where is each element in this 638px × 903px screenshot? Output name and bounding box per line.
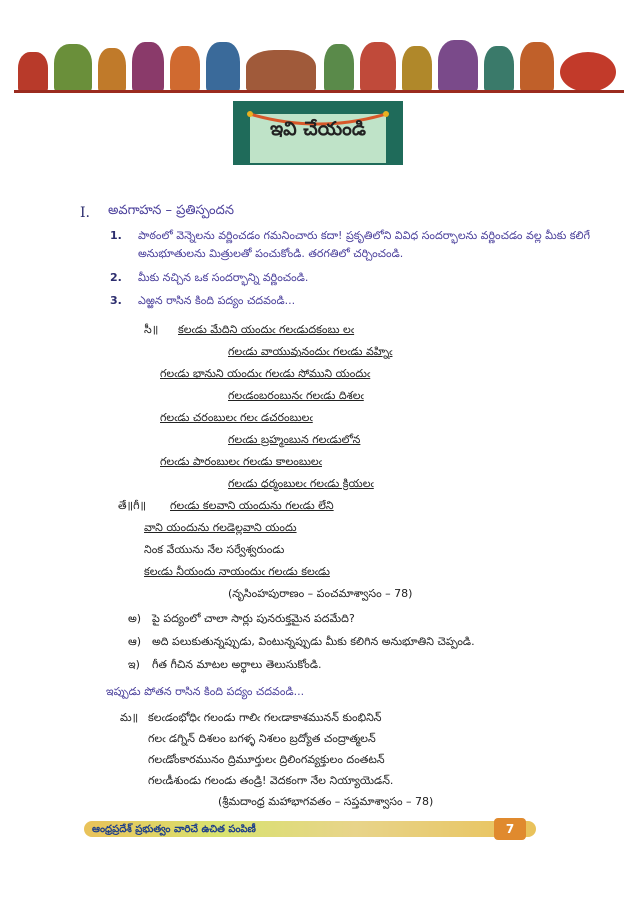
poem-line: గలఁడు బ్రహ్మంబున గలఁడులోన <box>228 433 361 446</box>
sub-question-label: అ) <box>128 612 142 625</box>
poem-line: గలఁడంబరంబునఁ గలఁడు దిశలఁ <box>228 389 364 402</box>
poem-source: (నృసింహపురాణం – పంచమాశ్వాసం – 78) <box>228 587 413 600</box>
question-number: 1. <box>110 229 122 242</box>
sub-question-label: ఇ) <box>128 658 140 671</box>
poem-line: కలఁడంభోధిఁ గలండు గాలిఁ గలఁడాకాశమునన్ కుంభినిన్ <box>148 711 382 724</box>
page-footer <box>84 818 536 840</box>
question-text: మీకు నచ్చిన ఒక సందర్భాన్ని వర్ణించండి. <box>138 271 309 284</box>
poem-source: (శ్రీమదాంధ్ర మహాభాగవతం – సప్తమాశ్వాసం – 78) <box>218 795 434 808</box>
poem-meter-label: మ॥ <box>120 711 139 724</box>
reading-prompt: ఇప్పుడు పోతన రాసిన కింది పద్యం చదవండి... <box>106 685 305 698</box>
poem-meter-label: సీ॥ <box>144 323 159 336</box>
title-panel <box>232 100 404 166</box>
poem-meter-label: తే॥గీ॥ <box>118 499 147 512</box>
poem-line: కలఁడు నీయందు నాయందుఁ గలఁడు కలఁడు <box>144 565 330 578</box>
poem-line: గలఁడు ధర్మంబులఁ గలఁడు క్రియలఁ <box>228 477 374 490</box>
section-title: అవగాహన – ప్రతిస్పందన <box>108 203 234 218</box>
sub-question-text: పై పద్యంలో చాలా సార్లు పునరుక్తమైన పదమేది? <box>152 612 355 625</box>
dance-banner-image <box>14 34 624 92</box>
poem-line: గలఁడు భానుని యందుఁ గలఁడు సోముని యందుఁ <box>160 367 371 380</box>
poem-line: గలఁడు వాయువునందుఁ గలఁడు వహ్నిఁ <box>228 345 393 358</box>
poem-line: నింక వేయును నేల సర్వేశ్వరుండు <box>144 543 285 556</box>
poem-line: గలఁడోంకారమునం ద్రిమూర్తులఁ ద్రిలింగవ్యక్తులం దంతటన్ <box>148 753 385 766</box>
sub-question-label: ఆ) <box>128 635 142 648</box>
poem-line: గలఁడు కలవాని యందును గలఁడు లేని <box>170 499 334 512</box>
sub-question-text: గీత గీచిన మాటల అర్థాలు తెలుసుకోండి. <box>152 658 322 671</box>
poem-line: గలఁడు పారంబులఁ గలఁడు కాలంబులఁ <box>160 455 322 468</box>
question-text: పాఠంలో వెన్నెలను వర్ణించడం గమనించారు కదా! ప్రకృతిలోని వివిధ సందర్భాలను వర్ణించడం వల్ల మీకు కలిగే <box>138 229 591 242</box>
section-number: I. <box>80 205 90 221</box>
question-number: 2. <box>110 271 122 284</box>
poem-line: గలఁ డగ్నిన్ దిశలం బగళ్ళ నిశలం బ్రద్యోత చంద్రాత్మలన్ <box>148 732 376 745</box>
page-number: 7 <box>494 818 526 840</box>
question-text: అనుభూతులను మిత్రులతో పంచుకోండి. తరగతిలో చర్చించండి. <box>138 247 404 260</box>
page-title: ఇవి చేయండి <box>270 118 366 140</box>
poem-line: గలఁడు చరంబులఁ గలఁ డచరంబులఁ <box>160 411 313 424</box>
poem-line: వాని యందును గలడెల్లవాని యందు <box>144 521 297 534</box>
sub-question-text: అది పలుకుతున్నప్పుడు, వింటున్నప్పుడు మీకు కలిగిన అనుభూతిని చెప్పండి. <box>152 635 475 648</box>
banner-divider <box>14 90 624 93</box>
question-text: ఎఱ్ఱన రాసిన కింది పద్యం చదవండి... <box>138 294 296 307</box>
poem-line: గలఁడీశుండు గలండు తండ్రి! వెదకంగా నేల నియ్యాయెడన్. <box>148 774 394 787</box>
question-number: 3. <box>110 294 122 307</box>
poem-line: కలఁడు మేదిని యందుఁ గలఁడుదకంబు లఁ <box>178 323 355 336</box>
footer-text: ఆంధ్రప్రదేశ్ ప్రభుత్వం వారిచే ఉచిత పంపిణీ <box>92 824 256 835</box>
